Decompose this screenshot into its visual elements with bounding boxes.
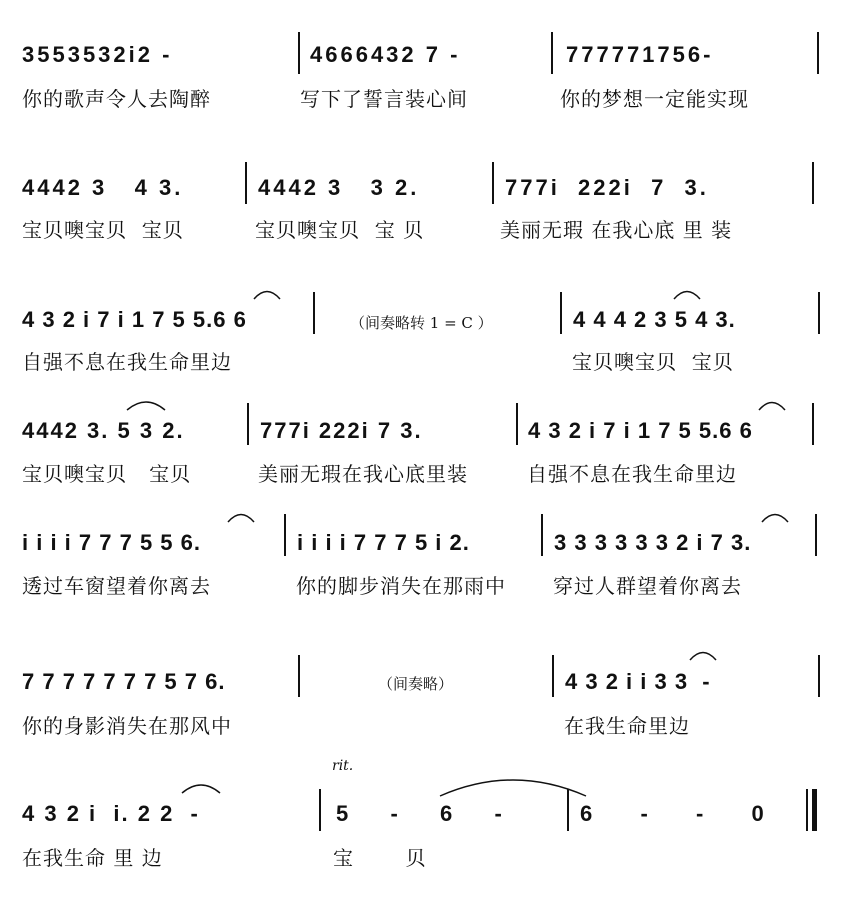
- barline: [516, 403, 518, 445]
- lyric-line: 穿过人群望着你离去: [553, 574, 742, 598]
- barline: [815, 514, 817, 556]
- lyric-line: 宝贝噢宝贝 宝贝: [22, 462, 192, 486]
- barline: [319, 789, 321, 831]
- barline: [492, 162, 494, 204]
- lyric-line: 宝 贝: [333, 846, 427, 870]
- measure-notes: 777771756-: [566, 42, 714, 67]
- barline: [298, 32, 300, 74]
- barline: [817, 32, 819, 74]
- measure-notes: i i i i 7 7 7 5 5 6.: [22, 530, 201, 555]
- measure-notes: 3 3 3 3 3 3 2 i 7 3.: [554, 530, 752, 555]
- lyric-line: 宝贝噢宝贝 宝贝: [572, 350, 734, 374]
- slur: [125, 397, 167, 411]
- lyric-line: 写下了誓言装心间: [300, 87, 468, 111]
- final-barline-thick: [812, 789, 817, 831]
- measure-notes: 4 3 2 i i 3 3 -: [565, 669, 711, 694]
- lyric-line: 在我生命 里 边: [22, 846, 163, 870]
- measure-notes: 7 7 7 7 7 7 7 5 7 6.: [22, 669, 226, 694]
- barline: [245, 162, 247, 204]
- barline: [560, 292, 562, 334]
- slur: [688, 647, 718, 661]
- slur: [180, 780, 222, 794]
- measure-notes: 4 4 4 2 3 5 4 3.: [573, 307, 736, 332]
- barline: [313, 292, 315, 334]
- slur: [252, 286, 282, 300]
- measure-notes: 4442 3. 5 3 2.: [22, 418, 185, 443]
- measure-notes: 4666432 7 -: [310, 42, 461, 67]
- lyric-line: 宝贝噢宝贝 宝 贝: [255, 218, 425, 242]
- measure-notes: 4 3 2 i 7 i 1 7 5 5.6 6: [528, 418, 753, 443]
- lyric-line: 自强不息在我生命里边: [527, 462, 737, 486]
- slur: [226, 509, 256, 523]
- lyric-line: 美丽无瑕 在我心底 里 装: [500, 218, 733, 242]
- barline: [551, 32, 553, 74]
- measure-notes: 777i 222i 7 3.: [505, 175, 709, 200]
- slur: [672, 286, 702, 300]
- interlude-note: （间奏略转 1 = C ）: [350, 314, 493, 332]
- lyric-line: 宝贝噢宝贝 宝贝: [22, 218, 184, 242]
- interlude-note: （间奏略）: [378, 675, 454, 693]
- barline: [812, 162, 814, 204]
- barline: [247, 403, 249, 445]
- barline: [812, 403, 814, 445]
- tempo-mark: rit.: [332, 758, 354, 774]
- measure-notes: 4442 3 3 2.: [258, 175, 420, 200]
- lyric-line: 你的歌声令人去陶醉: [22, 87, 211, 111]
- lyric-line: 美丽无瑕在我心底里装: [258, 462, 468, 486]
- measure-notes: i i i i 7 7 7 5 i 2.: [297, 530, 470, 555]
- lyric-line: 自强不息在我生命里边: [22, 350, 232, 374]
- final-barline-thin: [806, 789, 808, 831]
- barline: [818, 292, 820, 334]
- barline: [541, 514, 543, 556]
- measure-notes: 5 - 6 -: [336, 801, 512, 826]
- measure-notes: 6 - - 0: [580, 801, 776, 826]
- barline: [298, 655, 300, 697]
- lyric-line: 透过车窗望着你离去: [22, 574, 211, 598]
- lyric-line: 你的梦想一定能实现: [560, 87, 749, 111]
- measure-notes: 3553532i2 -: [22, 42, 173, 67]
- tie: [438, 774, 588, 798]
- measure-notes: 4442 3 4 3.: [22, 175, 184, 200]
- slur: [760, 509, 790, 523]
- lyric-line: 你的身影消失在那风中: [22, 714, 232, 738]
- measure-notes: 4 3 2 i i. 2 2 -: [22, 801, 200, 826]
- lyric-line: 在我生命里边: [564, 714, 690, 738]
- slur: [757, 397, 787, 411]
- barline: [818, 655, 820, 697]
- measure-notes: 777i 222i 7 3.: [260, 418, 423, 443]
- lyric-line: 你的脚步消失在那雨中: [296, 574, 506, 598]
- barline: [284, 514, 286, 556]
- barline: [552, 655, 554, 697]
- measure-notes: 4 3 2 i 7 i 1 7 5 5.6 6: [22, 307, 247, 332]
